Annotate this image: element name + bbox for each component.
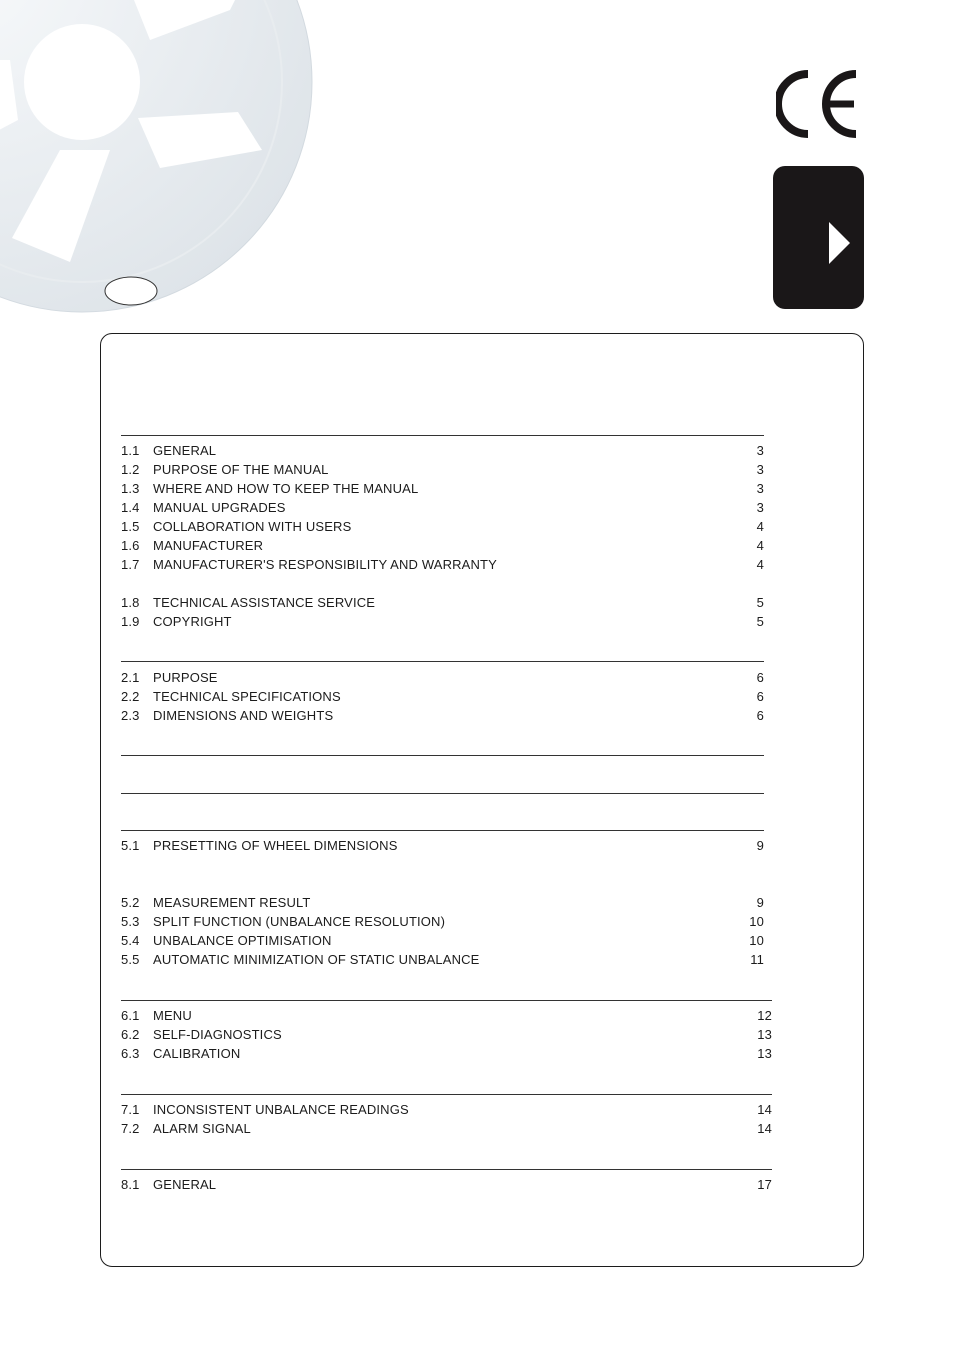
toc-entry[interactable] bbox=[121, 481, 764, 497]
toc-entry-number: 5.3 bbox=[121, 914, 140, 929]
toc-entry-title: ALARM SIGNAL bbox=[153, 1121, 251, 1136]
toc-entry-title: MANUFACTURER bbox=[153, 538, 264, 553]
toc-entry[interactable] bbox=[121, 1102, 772, 1118]
toc-entry-page: 4 bbox=[756, 519, 764, 534]
toc-entry-page: 9 bbox=[756, 895, 764, 910]
toc-entry[interactable] bbox=[121, 614, 764, 630]
toc-entry-number: 5.1 bbox=[121, 838, 140, 853]
toc-entry[interactable] bbox=[121, 914, 764, 930]
toc-entry[interactable] bbox=[121, 538, 764, 554]
toc-entry-title: DIMENSIONS AND WEIGHTS bbox=[153, 708, 334, 723]
toc-entry-number: 5.2 bbox=[121, 895, 140, 910]
language-tab bbox=[773, 166, 864, 309]
toc-entry-title: TECHNICAL ASSISTANCE SERVICE bbox=[153, 595, 376, 610]
toc-entry-number: 1.8 bbox=[121, 595, 140, 610]
toc-entry[interactable] bbox=[121, 1121, 772, 1137]
toc-entry-title: COPYRIGHT bbox=[153, 614, 232, 629]
toc-entry[interactable] bbox=[121, 462, 764, 478]
toc-entry-title: PURPOSE OF THE MANUAL bbox=[153, 462, 329, 477]
toc-entry-page: 3 bbox=[756, 500, 764, 515]
wheel-graphic bbox=[0, 0, 320, 320]
toc-entry-title: PURPOSE bbox=[153, 670, 218, 685]
toc-entry[interactable] bbox=[121, 1046, 772, 1062]
toc-entry-page: 14 bbox=[757, 1102, 772, 1117]
toc-entry-page: 5 bbox=[756, 614, 764, 629]
toc-entry-page: 9 bbox=[756, 838, 764, 853]
toc-entry-number: 6.1 bbox=[121, 1008, 140, 1023]
toc-entry[interactable] bbox=[121, 670, 764, 686]
toc-entry-page: 3 bbox=[756, 462, 764, 477]
toc-entry-number: 1.2 bbox=[121, 462, 140, 477]
toc-entry[interactable] bbox=[121, 1027, 772, 1043]
toc-entry-number: 1.7 bbox=[121, 557, 140, 572]
section-divider bbox=[121, 435, 764, 436]
toc-entry-number: 2.1 bbox=[121, 670, 140, 685]
section-divider bbox=[121, 1000, 772, 1001]
toc-entry-page: 5 bbox=[756, 595, 764, 610]
toc-entry-page: 11 bbox=[750, 952, 764, 967]
toc-entry[interactable] bbox=[121, 708, 764, 724]
section-divider bbox=[121, 830, 764, 831]
language-badge-icon bbox=[105, 277, 157, 305]
toc-entry-page: 3 bbox=[756, 481, 764, 496]
toc-entry-title: PRESETTING OF WHEEL DIMENSIONS bbox=[153, 838, 398, 853]
toc-entry-title: GENERAL bbox=[153, 1177, 217, 1192]
toc-entry-page: 13 bbox=[757, 1027, 772, 1042]
toc-entry-title: INCONSISTENT UNBALANCE READINGS bbox=[153, 1102, 409, 1117]
toc-entry[interactable] bbox=[121, 500, 764, 516]
section-divider bbox=[121, 793, 764, 794]
toc-entry-page: 6 bbox=[756, 689, 764, 704]
ce-mark-icon bbox=[776, 70, 860, 138]
toc-entry-page: 13 bbox=[757, 1046, 772, 1061]
toc-entry-title: MANUAL UPGRADES bbox=[153, 500, 286, 515]
toc-entry-page: 14 bbox=[757, 1121, 772, 1136]
toc-entry-number: 2.3 bbox=[121, 708, 140, 723]
toc-entry-title: CALIBRATION bbox=[153, 1046, 241, 1061]
toc-entry-title: COLLABORATION WITH USERS bbox=[153, 519, 352, 534]
toc-entry-number: 8.1 bbox=[121, 1177, 140, 1192]
toc-entry-title: SPLIT FUNCTION (UNBALANCE RESOLUTION) bbox=[153, 914, 446, 929]
toc-entry-title: MENU bbox=[153, 1008, 192, 1023]
toc-entry-page: 12 bbox=[757, 1008, 772, 1023]
toc-entry-number: 5.5 bbox=[121, 952, 140, 967]
toc-entry-title: SELF-DIAGNOSTICS bbox=[153, 1027, 282, 1042]
toc-entry[interactable] bbox=[121, 895, 764, 911]
play-arrow-icon bbox=[829, 222, 851, 264]
toc-entry-number: 6.3 bbox=[121, 1046, 140, 1061]
toc-entry-number: 6.2 bbox=[121, 1027, 140, 1042]
toc-entry-page: 4 bbox=[756, 538, 764, 553]
toc-entry-number: 2.2 bbox=[121, 689, 140, 704]
toc-entry-title: AUTOMATIC MINIMIZATION OF STATIC UNBALANCE bbox=[153, 952, 480, 967]
toc-entry-page: 6 bbox=[756, 670, 764, 685]
toc-entry-number: 5.4 bbox=[121, 933, 140, 948]
toc-entry-number: 1.1 bbox=[121, 443, 140, 458]
toc-entry-number: 7.2 bbox=[121, 1121, 140, 1136]
section-divider bbox=[121, 1094, 772, 1095]
toc-entry[interactable] bbox=[121, 689, 764, 705]
toc-entry-number: 1.6 bbox=[121, 538, 140, 553]
toc-entry-page: 10 bbox=[749, 933, 764, 948]
toc-entry[interactable] bbox=[121, 443, 764, 459]
section-divider bbox=[121, 755, 764, 756]
toc-entry-title: MANUFACTURER'S RESPONSIBILITY AND WARRANTY bbox=[153, 557, 497, 572]
toc-entry-number: 1.4 bbox=[121, 500, 140, 515]
toc-entry[interactable] bbox=[121, 933, 764, 949]
toc-entry[interactable] bbox=[121, 557, 764, 573]
toc-entry[interactable] bbox=[121, 1008, 772, 1024]
toc-entry-title: MEASUREMENT RESULT bbox=[153, 895, 311, 910]
toc-entry-page: 10 bbox=[749, 914, 764, 929]
section-divider bbox=[121, 1169, 772, 1170]
toc-entry-page: 6 bbox=[756, 708, 764, 723]
toc-entry-number: 7.1 bbox=[121, 1102, 140, 1117]
toc-entry-title: GENERAL bbox=[153, 443, 217, 458]
toc-entry-title: WHERE AND HOW TO KEEP THE MANUAL bbox=[153, 481, 419, 496]
toc-entry-page: 3 bbox=[756, 443, 764, 458]
toc-entry-number: 1.9 bbox=[121, 614, 140, 629]
toc-entry-number: 1.5 bbox=[121, 519, 140, 534]
toc-entry[interactable] bbox=[121, 1177, 772, 1193]
toc-entry[interactable] bbox=[121, 519, 764, 535]
toc-entry-page: 4 bbox=[756, 557, 764, 572]
toc-entry[interactable] bbox=[121, 838, 764, 854]
section-divider bbox=[121, 661, 764, 662]
toc-entry[interactable] bbox=[121, 595, 764, 611]
toc-entry-title: UNBALANCE OPTIMISATION bbox=[153, 933, 332, 948]
toc-entry[interactable] bbox=[121, 952, 764, 968]
toc-entry-number: 1.3 bbox=[121, 481, 140, 496]
toc-entry-title: TECHNICAL SPECIFICATIONS bbox=[153, 689, 341, 704]
toc-entry-page: 17 bbox=[757, 1177, 772, 1192]
